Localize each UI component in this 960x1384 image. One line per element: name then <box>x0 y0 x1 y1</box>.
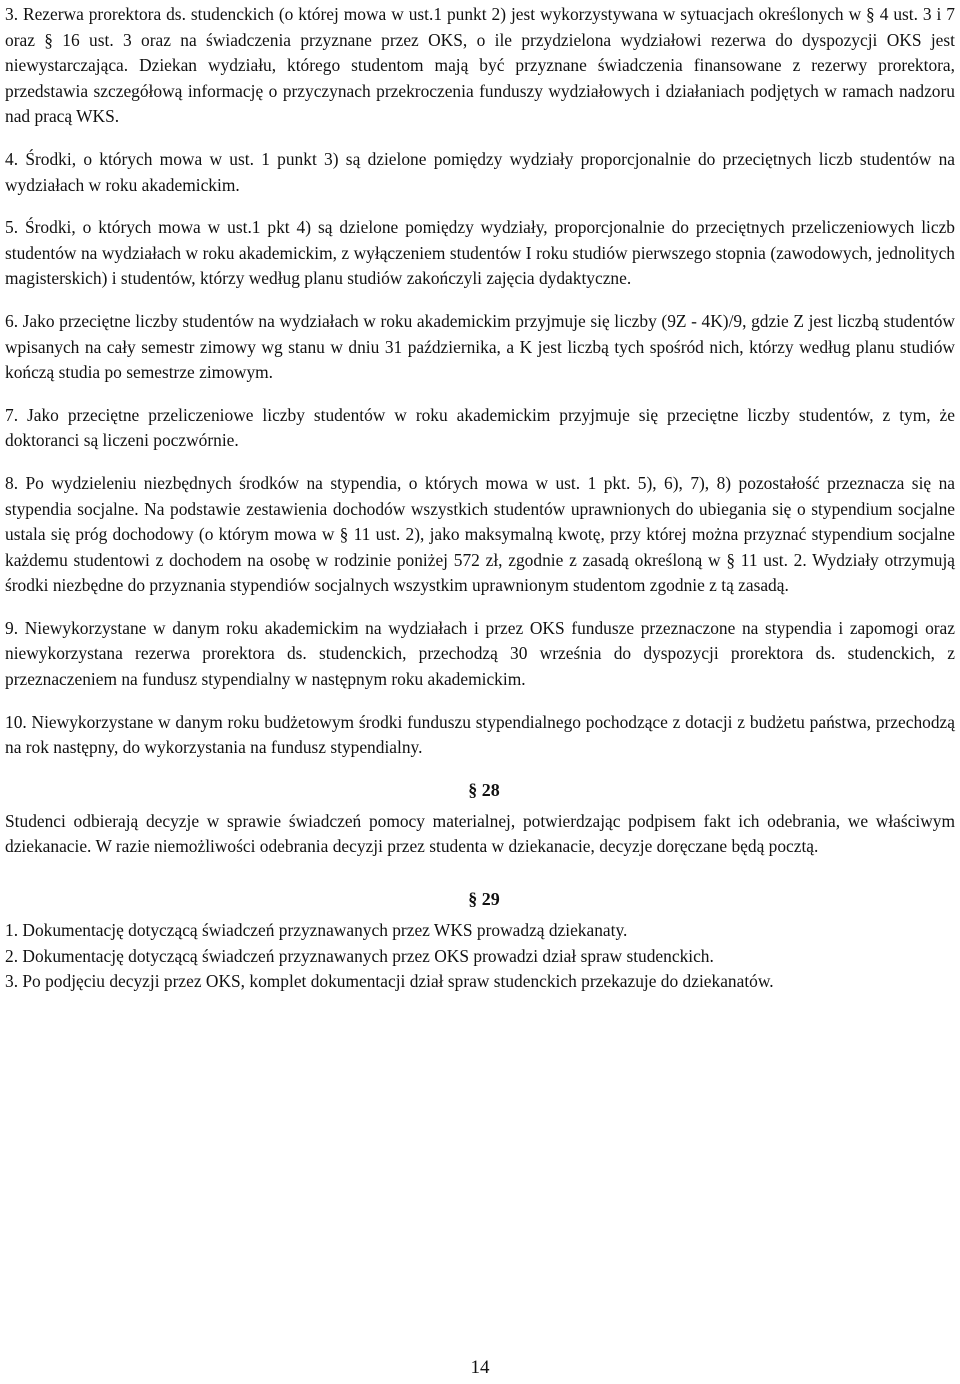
page-number: 14 <box>470 1357 490 1378</box>
paragraph-9: 9. Niewykorzystane w danym roku akademickim na wydziałach i przez OKS fundusze przeznaczone na stypendia i zapomogi oraz niewykorzystana rezerwa prorektora ds. studenckich, przechodzą 30 września do dyspozycji prorektora ds. studenckich, z przeznaczeniem na fundusz stypendialny w następnym roku akademickim. <box>5 617 955 690</box>
paragraph-7: 7. Jako przeciętne przeliczeniowe liczby studentów w roku akademickim przyjmuje się przeciętne liczby studentów, z tym, że doktoranci są liczeni poczwórnie. <box>5 404 955 451</box>
paragraph-3: 3. Rezerwa prorektora ds. studenckich (o której mowa w ust.1 punkt 2) jest wykorzystywana w sytuacjach określonych w § 4 ust. 3 i 7 oraz § 16 ust. 3 oraz na świadczenia przyznane przez OKS, o ile przydzielona wydziałowi rezerwa do dyspozycji OKS jest niewystarczająca. Dziekan wydziału, którego studentom mają być przyznane świadczenia finansowane z rezerwy prorektora, przedstawia szczegółową informację o przyczynach przekroczenia funduszy wydziałowych i działaniach podjętych w ramach nadzoru nad pracą WKS. <box>5 4 955 127</box>
paragraph-5: 5. Środki, o których mowa w ust.1 pkt 4) są dzielone pomiędzy wydziały, proporcjonalnie do przeciętnych przeliczeniowych liczb studentów na wydziałach w roku akademickim, z wyłączeniem studentów I roku studiów pierwszego stopnia (zawodowych, jednolitych magisterskich) i studentów, którzy według planu studiów zakończyli zajęcia dydaktyczne. <box>5 217 955 289</box>
section-heading-29: § 29 <box>468 889 500 910</box>
section-29-item-3: 3. Po podjęciu decyzji przez OKS, komplet dokumentacji dział spraw studenckich przekazuje do dziekanatów. <box>5 971 774 992</box>
document-page <box>5 2 955 995</box>
paragraph-8: 8. Po wydzieleniu niezbędnych środków na stypendia, o których mowa w ust. 1 pkt. 5), 6), 7), 8) pozostałość przeznacza się na stypendia socjalne. Na podstawie zestawienia dochodów wszystkich studentów uprawnionych do ubiegania się o stypendium socjalne ustala się próg dochodowy (o którym mowa w § 11 ust. 2), jako maksymalną kwotę, przy której można przyznać stypendium socjalne każdemu studentowi z dochodem na osobę w rodzinie poniżej 572 zł, zgodnie z zasadą określoną w § 11 ust. 2. Wydziały otrzymują środki niezbędne do przyznania stypendiów socjalnych wszystkim uprawnionym studentom zgodnie z tą zasadą. <box>5 472 955 596</box>
section-29-item-1: 1. Dokumentację dotyczącą świadczeń przyznawanych przez WKS prowadzą dziekanaty. <box>5 920 628 941</box>
section-28-text: Studenci odbierają decyzje w sprawie świadczeń pomocy materialnej, potwierdzając podpisem fakt ich odebrania, we właściwym dziekanacie. W razie niemożliwości odebrania decyzji przez studenta w dziekanacie, decyzje doręczane będą pocztą. <box>5 810 955 857</box>
section-heading-28: § 28 <box>468 779 500 800</box>
paragraph-6: 6. Jako przeciętne liczby studentów na wydziałach w roku akademickim przyjmuje się liczby (9Z - 4K)/9, gdzie Z jest liczbą studentów wpisanych na cały semestr zimowy wg stanu w dniu 31 października, a K jest liczbą tych spośród nich, którzy według planu studiów kończą studia po semestrze zimowym. <box>5 310 955 383</box>
paragraph-10: 10. Niewykorzystane w danym roku budżetowym środki funduszu stypendialnego pochodzące z dotacji z budżetu państwa, przechodzą na rok następny, do wykorzystania na fundusz stypendialny. <box>5 711 955 758</box>
section-29-item-2: 2. Dokumentację dotyczącą świadczeń przyznawanych przez OKS prowadzi dział spraw studenckich. <box>5 945 714 966</box>
paragraph-4: 4. Środki, o których mowa w ust. 1 punkt 3) są dzielone pomiędzy wydziały proporcjonalnie do przeciętnych liczb studentów na wydziałach w roku akademickim. <box>5 148 955 195</box>
